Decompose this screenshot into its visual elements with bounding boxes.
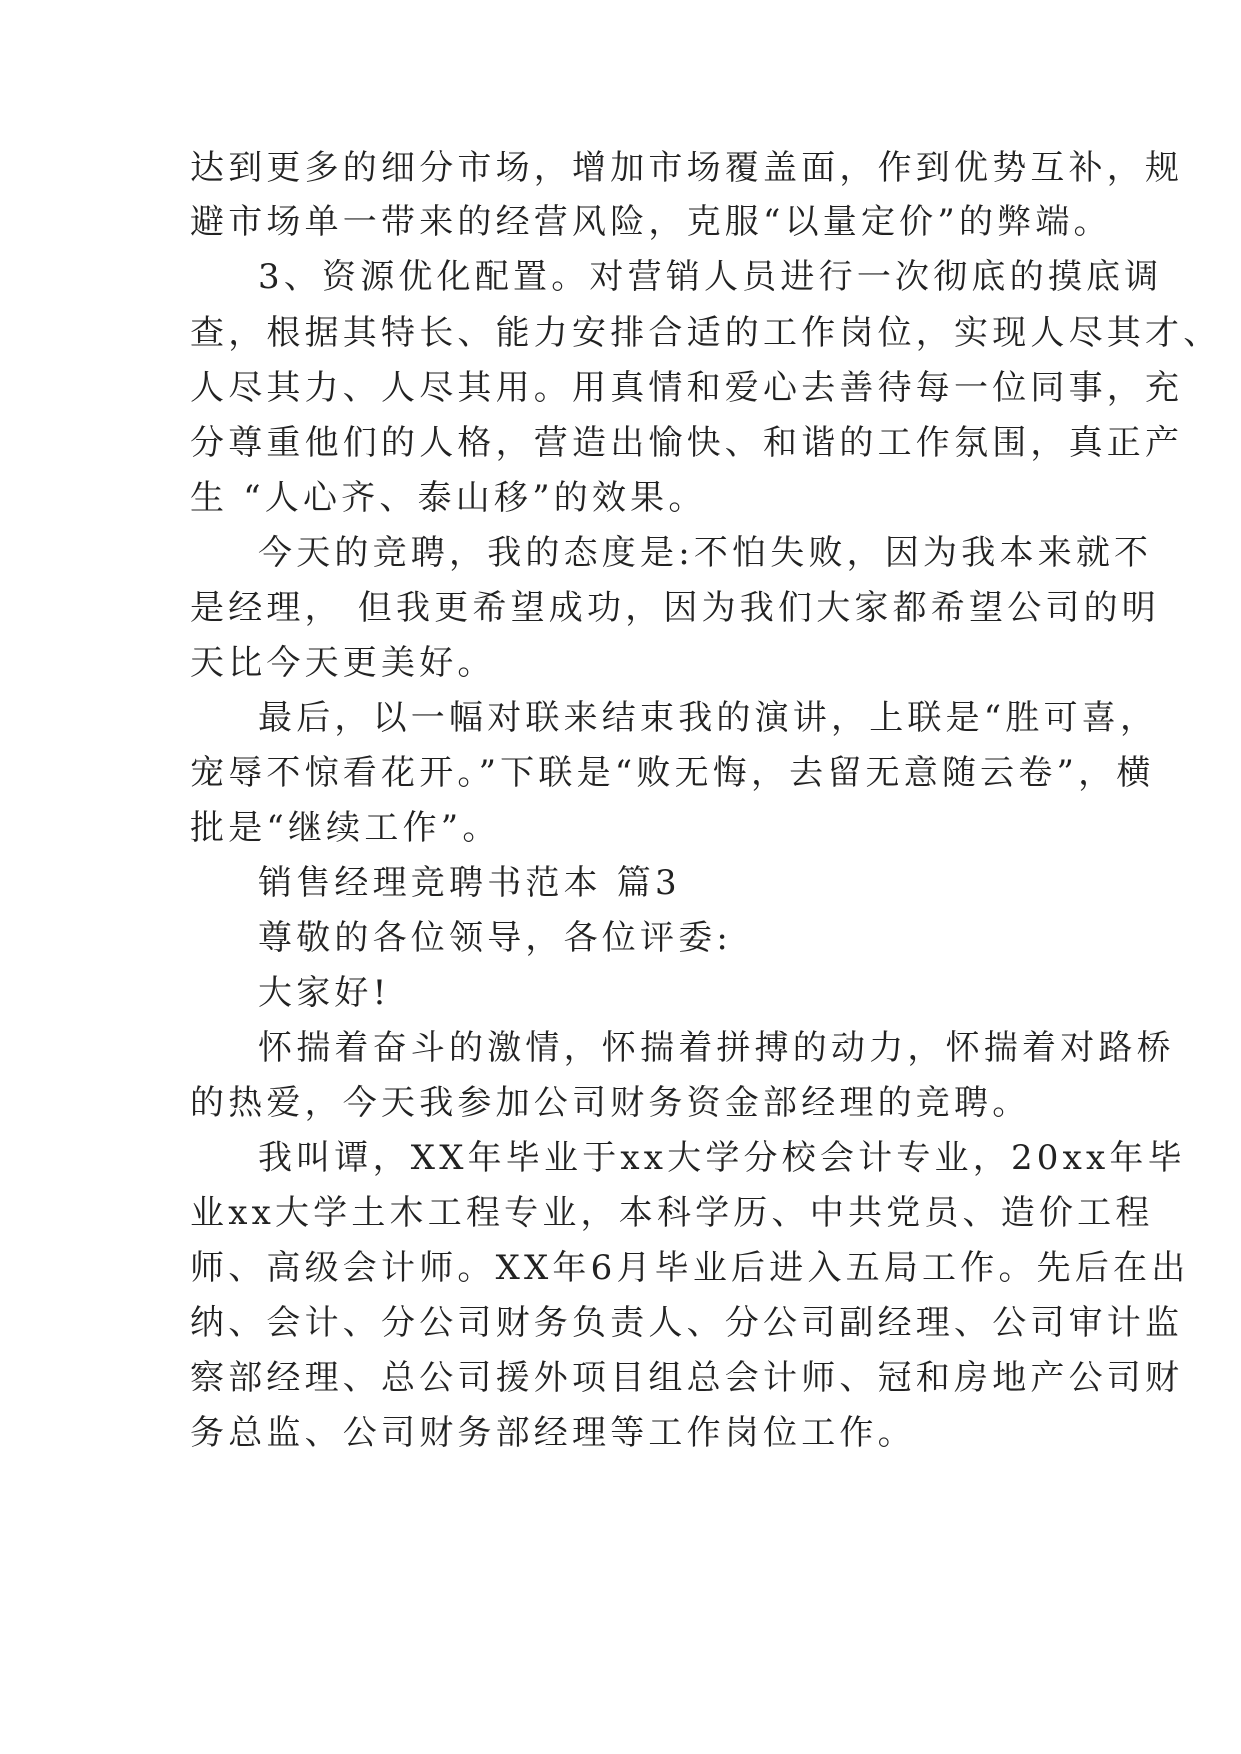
text-line: 天比今天更美好。 <box>190 643 496 683</box>
text-line: 批是“继续工作”。 <box>190 808 501 848</box>
section-heading: 销售经理竞聘书范本 篇3 <box>258 863 681 903</box>
text-line: 我叫谭，XX年毕业于xx大学分校会计专业，20xx年毕 <box>258 1138 1186 1178</box>
text-line: 宠辱不惊看花开。”下联是“败无悔，去留无意随云卷”，横 <box>190 753 1155 793</box>
text-line: 纳、会计、分公司财务负责人、分公司副经理、公司审计监 <box>190 1303 1184 1343</box>
text-line: 查，根据其特长、能力安排合适的工作岗位，实现人尽其才、 <box>190 313 1222 353</box>
text-line: 务总监、公司财务部经理等工作岗位工作。 <box>190 1413 916 1453</box>
text-line: 生 “人心齐、泰山移”的效果。 <box>190 478 707 518</box>
text-line: 今天的竞聘，我的态度是:不怕失败，因为我本来就不 <box>258 533 1153 573</box>
text-line: 业xx大学土木工程专业，本科学历、中共党员、造价工程 <box>190 1193 1154 1233</box>
text-line: 是经理， 但我更希望成功，因为我们大家都希望公司的明 <box>190 588 1161 628</box>
text-line: 达到更多的细分市场，增加市场覆盖面，作到优势互补，规 <box>190 148 1184 188</box>
text-line: 分尊重他们的人格，营造出愉快、和谐的工作氛围，真正产 <box>190 423 1184 463</box>
text-line: 的热爱，今天我参加公司财务资金部经理的竞聘。 <box>190 1083 1031 1123</box>
text-line: 尊敬的各位领导，各位评委: <box>258 918 733 958</box>
text-line: 人尽其力、人尽其用。用真情和爱心去善待每一位同事，充 <box>190 368 1184 408</box>
text-line: 怀揣着奋斗的激情，怀揣着拼搏的动力，怀揣着对路桥 <box>258 1028 1175 1068</box>
text-line: 大家好! <box>258 973 391 1013</box>
text-line: 避市场单一带来的经营风险，克服“以量定价”的弊端。 <box>190 202 1112 242</box>
text-line: 师、高级会计师。XX年6月毕业后进入五局工作。先后在出 <box>190 1248 1190 1288</box>
text-line: 察部经理、总公司援外项目组总会计师、冠和房地产公司财 <box>190 1358 1184 1398</box>
text-line: 最后，以一幅对联来结束我的演讲，上联是“胜可喜， <box>258 698 1159 738</box>
text-line: 3、资源优化配置。对营销人员进行一次彻底的摸底调 <box>258 257 1163 297</box>
